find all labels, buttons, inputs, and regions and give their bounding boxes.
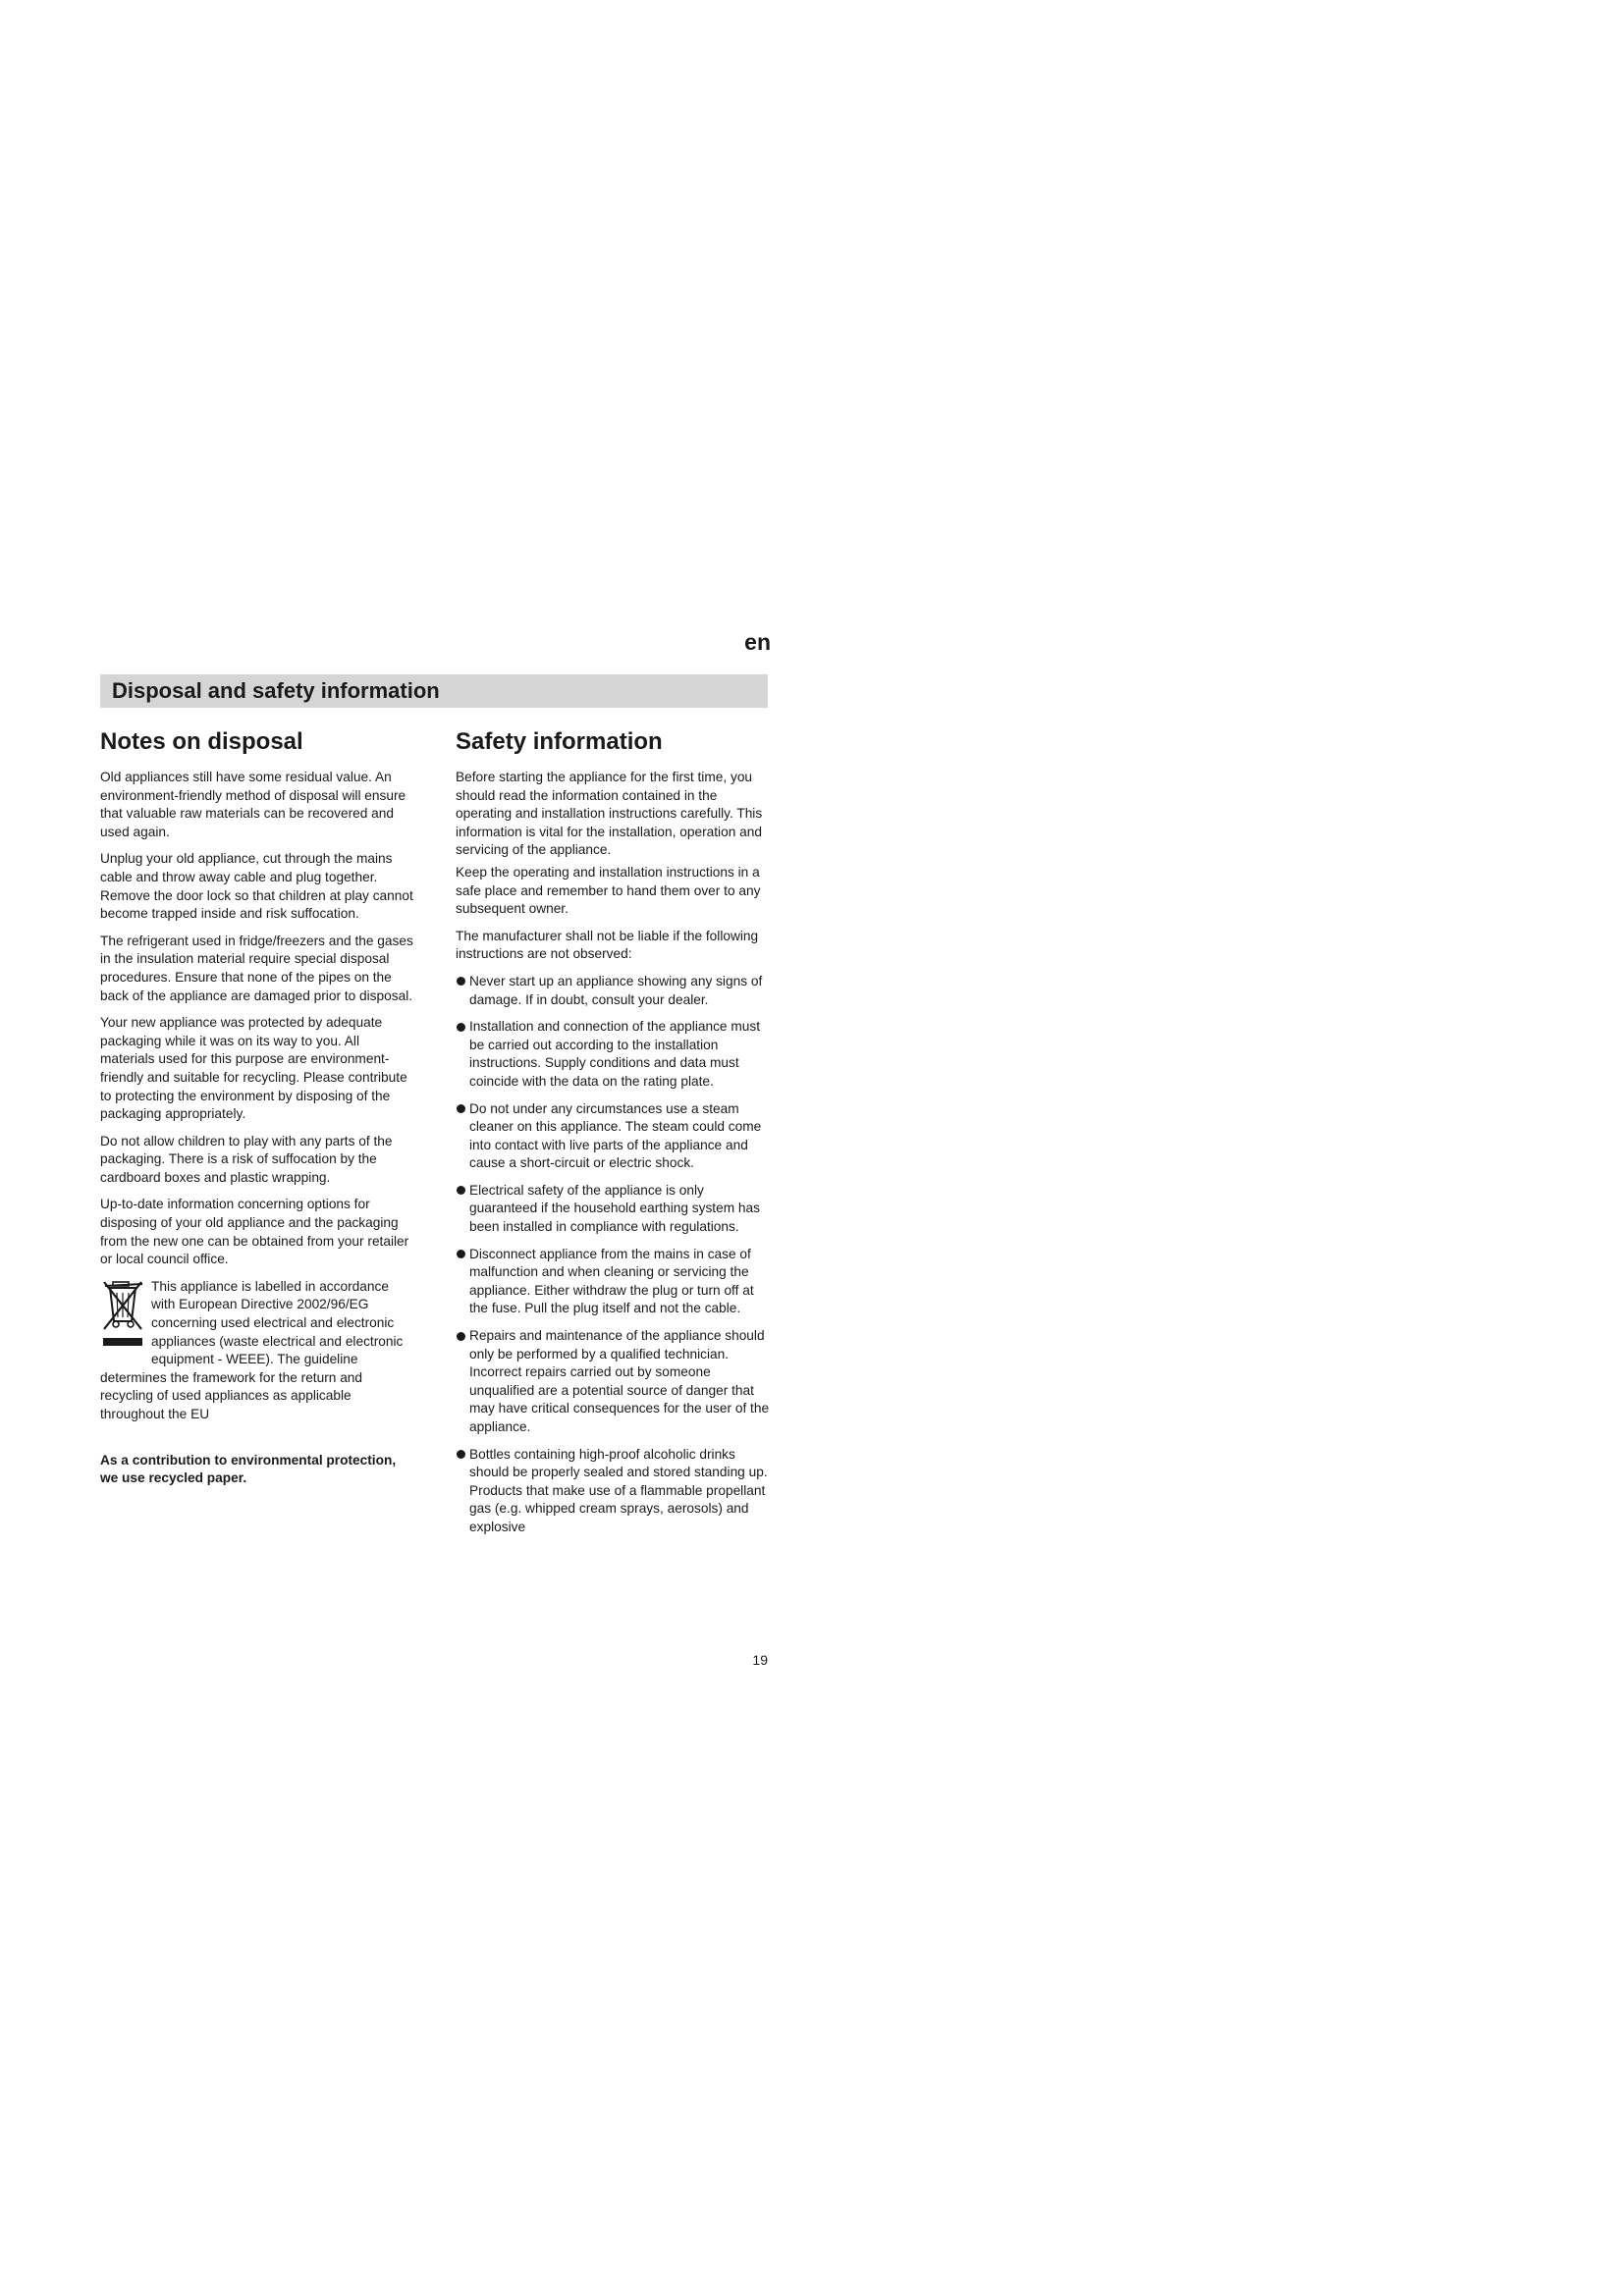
disposal-paragraph: Do not allow children to play with any parts of the packaging. There is a risk of suffocation by the cardboard boxes and plastic wrapping. (100, 1133, 393, 1185)
disposal-paragraph: Unplug your old appliance, cut through the mains cable and throw away cable and plug together. (100, 851, 393, 884)
disposal-paragraph: Up-to-date information concerning options for disposing of your old appliance and the packaging from the new one can be obtained from your retailer or local council office. (100, 1197, 409, 1267)
disposal-paragraph: Old appliances still have some residual value. An environment-friendly method of disposal will ensure that valuable raw materials can be recovered and used again. (100, 770, 406, 839)
safety-heading: Safety information (456, 728, 663, 755)
disposal-heading: Notes on disposal (100, 728, 303, 755)
disposal-column (100, 726, 414, 1497)
banner-title: Disposal and safety information (112, 678, 440, 703)
safety-column (456, 726, 770, 1546)
safety-bullet: Never start up an appliance showing any signs of damage. If in doubt, consult your dealer. (456, 973, 770, 1009)
safety-bullet: Installation and connection of the appliance must be carried out according to the installation instructions. Supply conditions and data must coincide with the data on the rating plate. (456, 1018, 770, 1091)
safety-continuation: Products that make use of a flammable propellant gas (e.g. whipped cream sprays, aerosols) and explosive (469, 1482, 766, 1534)
crossed-out-wheelie-bin-icon (100, 1278, 145, 1352)
weee-notice (100, 1278, 414, 1424)
weee-text: This appliance is labelled in accordance with European Directive 2002/96/EG concerning used electrical and electronic appliances (waste electrical and electronic equipment - WEEE). The guideline determines the framework for the return and recycling of used appliances as applicable throughout the EU (100, 1278, 404, 1421)
recycled-paper-note: As a contribution to environmental protection, we use recycled paper. (100, 1452, 397, 1486)
disposal-paragraph: The refrigerant used in fridge/freezers and the gases in the insulation material require special disposal procedures. Ensure that none of the pipes on the back of the appliance are damaged prior to disposal. (100, 933, 413, 1003)
section-banner (100, 674, 768, 708)
language-tag: en (744, 629, 771, 655)
safety-bullet: Bottles containing high-proof alcoholic drinks should be properly sealed and stored standing up. (456, 1446, 770, 1482)
safety-bullet: Electrical safety of the appliance is only guaranteed if the household earthing system has been installed in compliance with regulations. (456, 1182, 770, 1237)
safety-bullet: Do not under any circumstances use a steam cleaner on this appliance. The steam could come into contact with live parts of the appliance and cause a short-circuit or electric shock. (456, 1100, 770, 1173)
safety-paragraph: Before starting the appliance for the first time, you should read the information contained in the operating and installation instructions carefully. This information is vital for the installation, operation and servicing of the appliance. (456, 770, 763, 858)
page-number: 19 (752, 1652, 768, 1668)
safety-paragraph: The manufacturer shall not be liable if the following instructions are not observed: (456, 928, 759, 962)
safety-bullet: Repairs and maintenance of the appliance should only be performed by a qualified technician. Incorrect repairs carried out by someone unqualified are a potential source of danger that may have critical consequences for the user of the appliance. (456, 1327, 770, 1437)
safety-paragraph: Keep the operating and installation instructions in a safe place and remember to hand them over to any subsequent owner. (456, 864, 761, 917)
safety-bullet: Disconnect appliance from the mains in case of malfunction and when cleaning or servicing the appliance. Either withdraw the plug or turn off at the fuse. Pull the plug itself and not the cable. (456, 1246, 770, 1318)
disposal-paragraph: Remove the door lock so that children at play cannot become trapped inside and risk suffocation. (100, 887, 413, 922)
disposal-paragraph: Your new appliance was protected by adequate packaging while it was on its way to you. All materials used for this purpose are environment-friendly and suitable for recycling. Please contribute to protecting the environment by disposing of the packaging appropriately. (100, 1015, 407, 1122)
